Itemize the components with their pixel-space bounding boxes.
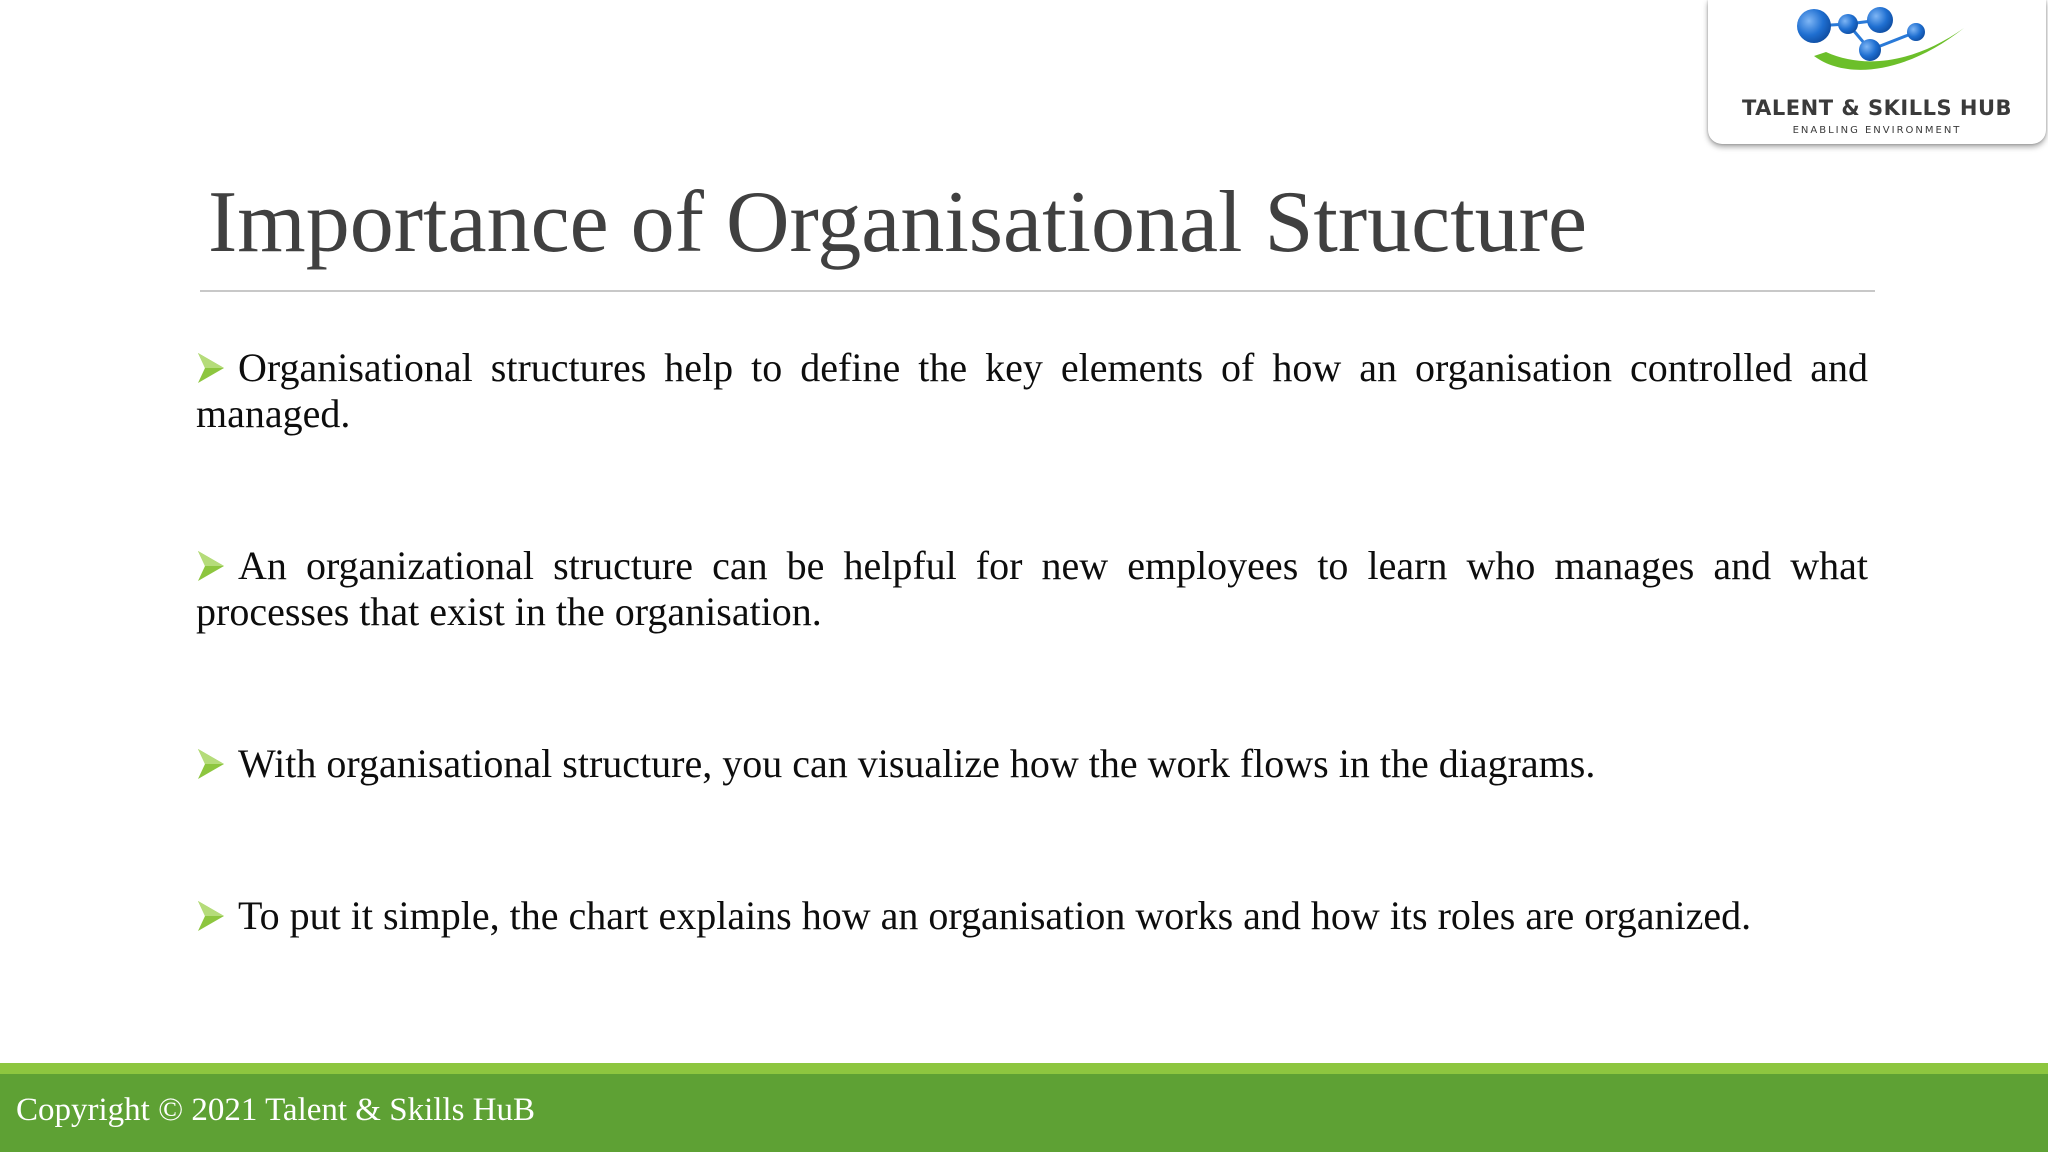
slide-title: Importance of Organisational Structure xyxy=(208,174,1588,271)
footer-bar xyxy=(0,1074,2048,1152)
bullet-item xyxy=(196,893,1868,939)
bullet-item xyxy=(196,543,1868,635)
copyright-text: Copyright © 2021 Talent & Skills HuB xyxy=(16,1092,536,1128)
arrow-bullet-icon xyxy=(196,747,226,781)
logo-mark-icon xyxy=(1786,4,1976,84)
arrow-bullet-icon xyxy=(196,351,226,385)
bullet-text: To put it simple, the chart explains how an organisation works and how its roles are organized. xyxy=(238,893,1752,938)
arrow-bullet-icon xyxy=(196,549,226,583)
company-logo xyxy=(1708,0,2046,144)
logo-tagline: ENABLING ENVIRONMENT xyxy=(1792,125,1962,136)
bullet-text: Organisational structures help to define the key elements of how an organisation controlled and managed. xyxy=(196,345,1868,436)
arrow-bullet-icon xyxy=(196,899,226,933)
logo-name: TALENT & SKILLS HUB xyxy=(1741,96,2013,120)
bullet-text: An organizational structure can be helpful for new employees to learn who manages and what processes that exist in the organisation. xyxy=(196,543,1868,634)
bullet-item xyxy=(196,741,1868,787)
bullet-text: With organisational structure, you can visualize how the work flows in the diagrams. xyxy=(238,741,1596,786)
title-divider xyxy=(200,290,1875,292)
bullet-item xyxy=(196,345,1868,437)
footer-accent-stripe xyxy=(0,1063,2048,1074)
